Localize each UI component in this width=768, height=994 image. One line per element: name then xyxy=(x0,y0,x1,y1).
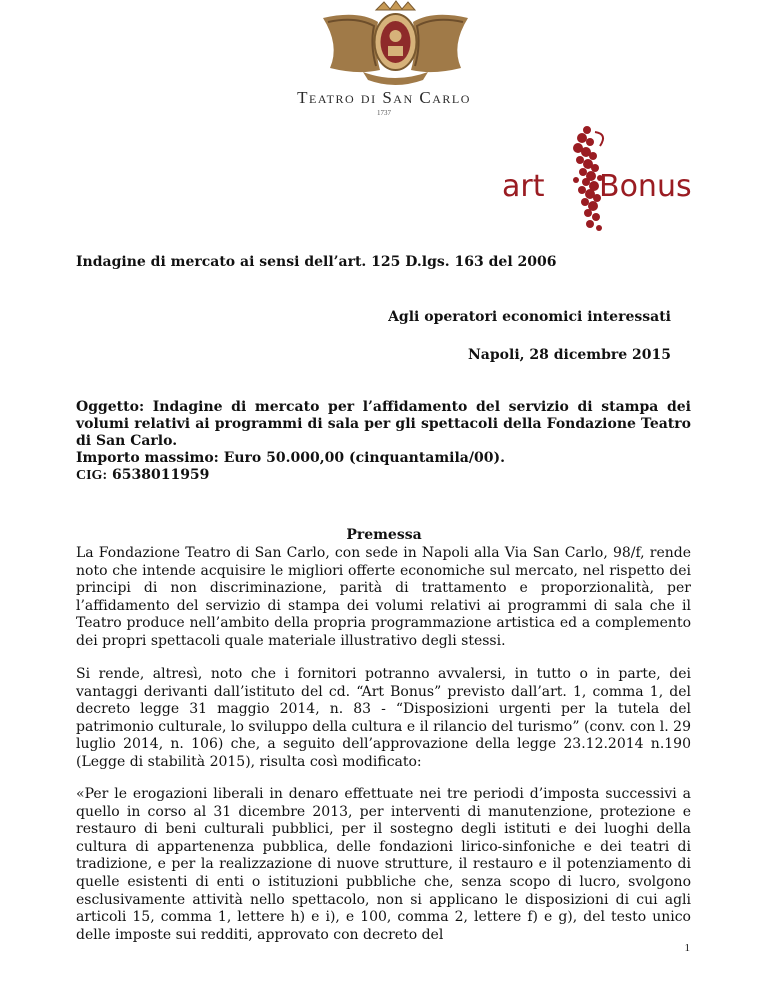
theatre-name: Teatro di San Carlo xyxy=(297,88,471,107)
crest-icon xyxy=(318,0,473,88)
page-number: 1 xyxy=(684,942,690,954)
art-bonus-art-text: art xyxy=(502,169,545,204)
paragraph-2: Si rende, altresì, noto che i fornitori potranno avvalersi, in tutto o in parte, dei vantaggi derivanti dall’istituto del cd. “Art Bonus” previsto dall’art. 1, comma 1, del decreto legge 31 maggio 2014, n. 83 - “Disposizioni urgenti per la tutela del patrimonio culturale, lo sviluppo della cultura e il rilancio del turismo” (conv. con l. 29 luglio 2014, n. 106) che, a seguito dell’approvazione della legge 23.12.2014 n.190 (Legge di stabilità 2015), risulta così modificato: xyxy=(76,666,691,770)
paragraph-1: La Fondazione Teatro di San Carlo, con sede in Napoli alla Via San Carlo, 98/f, rende noto che intende acquisire le migliori offerte economiche sul mercato, nel rispetto dei principi di non discriminazione, parità di trattamento e proporzionalità, per l’affidamento del servizio di stampa dei volumi relativi ai programmi di sala che il Teatro produce nell’ambito della propria programmazione artistica ed a complemento dei propri spettacoli quale materiale illustrativo degli stessi. xyxy=(76,545,691,649)
cig-label: CIG: xyxy=(76,468,108,483)
premessa-heading: Premessa xyxy=(346,527,422,543)
subject-line-3: di San Carlo. xyxy=(76,433,178,449)
art-bonus-bonus-text: Bonus xyxy=(599,169,692,204)
teatro-san-carlo-logo xyxy=(0,0,768,122)
subject-block xyxy=(76,399,691,484)
recipients-line: Agli operatori economici interessati xyxy=(388,309,671,325)
max-amount: Importo massimo: Euro 50.000,00 (cinquantamila/00). xyxy=(76,450,505,466)
paragraph-3: «Per le erogazioni liberali in denaro effettuate nei tre periodi d’imposta successivi a quello in corso al 31 dicembre 2013, per interventi di manutenzione, protezione e restauro di beni culturali pubblici, per il sostegno degli istituti e dei luoghi della cultura di appartenenza pubblica, delle fondazioni lirico-sinfoniche e dei teatri di tradizione, e per la realizzazione di nuove strutture, il restauro e il potenziamento di quelle esistenti di enti o istituzioni pubbliche che, senza scopo di lucro, svolgono esclusivamente attività nello spettacolo, non si applicano le disposizioni di cui agli articoli 15, comma 1, lettere h) e i), e 100, comma 2, lettere f) e g), del testo unico delle imposte sui redditi, approvato con decreto del xyxy=(76,786,691,943)
subject-line-1: Oggetto: Indagine di mercato per l’affidamento del servizio di stampa dei xyxy=(76,399,691,415)
founding-year: 1737 xyxy=(377,109,391,117)
subject-line-2: volumi relativi ai programmi di sala per gli spettacoli della Fondazione Teatro xyxy=(76,416,691,432)
date-line: Napoli, 28 dicembre 2015 xyxy=(468,347,671,363)
cig-line xyxy=(76,467,691,484)
indagine-heading: Indagine di mercato ai sensi dell’art. 125 D.lgs. 163 del 2006 xyxy=(76,254,557,270)
cig-value: 6538011959 xyxy=(112,467,210,483)
art-bonus-logo xyxy=(500,118,690,243)
